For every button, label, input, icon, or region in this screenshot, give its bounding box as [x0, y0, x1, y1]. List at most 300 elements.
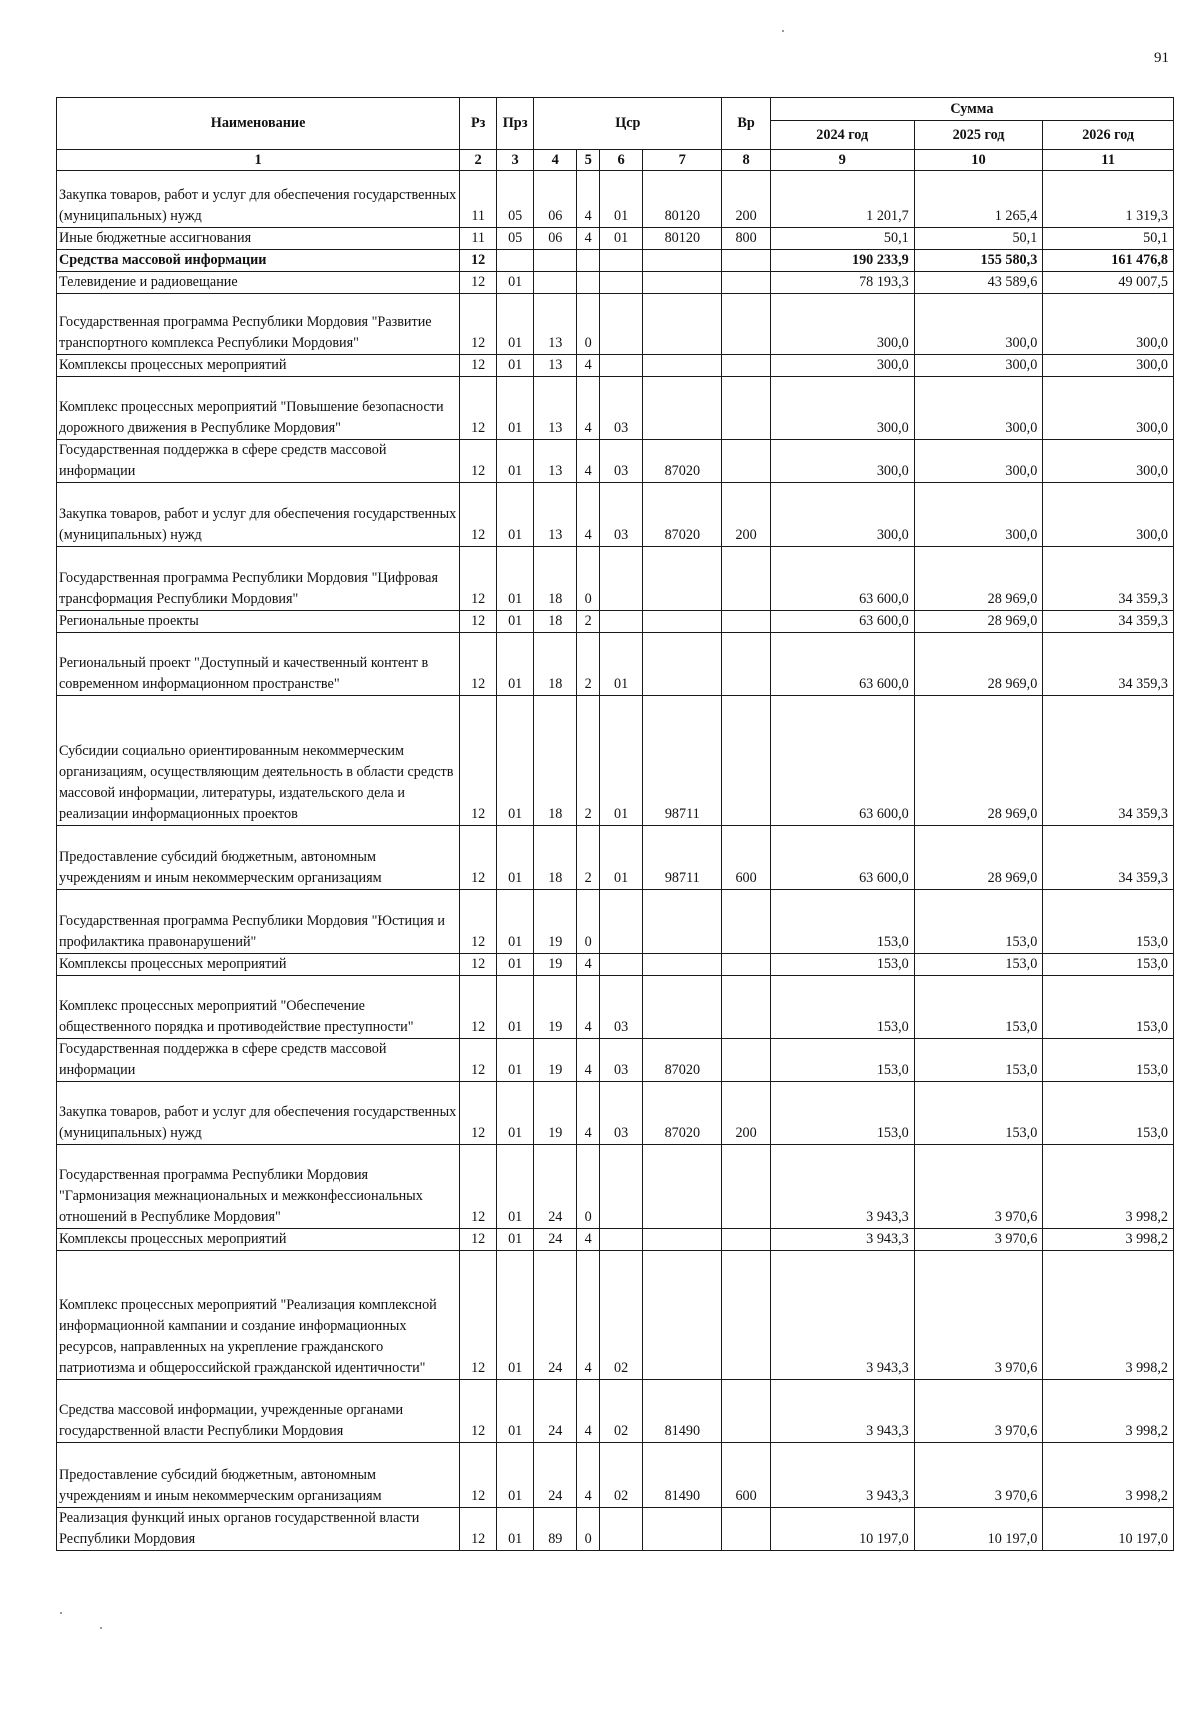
cell-csr-event: 02 [600, 1380, 643, 1443]
table-row [57, 377, 1174, 440]
cell-sum-2025: 3 970,6 [914, 1251, 1043, 1380]
column-number: 6 [600, 150, 643, 171]
cell-csr-direction [643, 1229, 722, 1251]
cell-rz: 12 [460, 890, 497, 954]
table-row [57, 954, 1174, 976]
cell-sum-2026: 300,0 [1043, 377, 1174, 440]
cell-sum-2025: 3 970,6 [914, 1380, 1043, 1443]
table-row [57, 547, 1174, 611]
cell-csr-type [577, 272, 600, 294]
cell-csr-type: 2 [577, 696, 600, 826]
cell-sum-2025: 300,0 [914, 440, 1043, 483]
cell-csr-type: 4 [577, 1082, 600, 1145]
cell-prz: 01 [497, 633, 534, 696]
cell-prz: 01 [497, 1380, 534, 1443]
cell-sum-2025: 28 969,0 [914, 633, 1043, 696]
cell-prz: 01 [497, 355, 534, 377]
table-body [57, 171, 1174, 1551]
cell-csr-type: 2 [577, 826, 600, 890]
cell-csr-direction: 98711 [643, 826, 722, 890]
cell-csr-program: 18 [534, 611, 577, 633]
cell-sum-2026: 34 359,3 [1043, 611, 1174, 633]
cell-csr-direction: 80120 [643, 228, 722, 250]
cell-rz: 12 [460, 1229, 497, 1251]
cell-rz: 12 [460, 250, 497, 272]
cell-csr-direction [643, 294, 722, 355]
cell-name: Государственная поддержка в сфере средств массовой информации [57, 440, 460, 483]
cell-csr-type: 4 [577, 355, 600, 377]
cell-csr-type: 4 [577, 1039, 600, 1082]
cell-prz: 01 [497, 1508, 534, 1551]
cell-vr [722, 954, 770, 976]
scan-speck [782, 30, 784, 32]
header-year-2025: 2025 год [914, 121, 1043, 150]
table-row [57, 1229, 1174, 1251]
column-number: 11 [1043, 150, 1174, 171]
cell-csr-event [600, 1145, 643, 1229]
table-row [57, 611, 1174, 633]
table-row [57, 1039, 1174, 1082]
header-rz: Рз [460, 98, 497, 150]
cell-csr-direction: 87020 [643, 440, 722, 483]
cell-csr-type: 4 [577, 1229, 600, 1251]
header-vr: Вр [722, 98, 770, 150]
cell-sum-2025: 300,0 [914, 294, 1043, 355]
cell-csr-program: 19 [534, 890, 577, 954]
cell-csr-direction [643, 611, 722, 633]
table-row [57, 976, 1174, 1039]
cell-rz: 12 [460, 1443, 497, 1508]
cell-name: Телевидение и радиовещание [57, 272, 460, 294]
cell-sum-2026: 153,0 [1043, 976, 1174, 1039]
cell-csr-type: 2 [577, 611, 600, 633]
table-row [57, 355, 1174, 377]
cell-csr-direction [643, 377, 722, 440]
scan-speck [100, 1627, 102, 1629]
cell-rz: 12 [460, 294, 497, 355]
cell-sum-2026: 10 197,0 [1043, 1508, 1174, 1551]
cell-csr-type: 0 [577, 294, 600, 355]
cell-sum-2024: 63 600,0 [770, 611, 914, 633]
table-row [57, 1508, 1174, 1551]
cell-csr-event: 03 [600, 1082, 643, 1145]
cell-sum-2025: 50,1 [914, 228, 1043, 250]
budget-table [56, 97, 1174, 1551]
cell-sum-2025: 153,0 [914, 1039, 1043, 1082]
cell-csr-event [600, 294, 643, 355]
cell-sum-2024: 1 201,7 [770, 171, 914, 228]
cell-sum-2024: 3 943,3 [770, 1251, 914, 1380]
cell-csr-type: 4 [577, 228, 600, 250]
page-number: 91 [1154, 50, 1169, 66]
cell-prz: 05 [497, 228, 534, 250]
cell-csr-type: 4 [577, 954, 600, 976]
cell-sum-2026: 300,0 [1043, 483, 1174, 547]
cell-sum-2025: 43 589,6 [914, 272, 1043, 294]
cell-csr-program: 13 [534, 377, 577, 440]
cell-rz: 12 [460, 1039, 497, 1082]
cell-csr-program: 18 [534, 547, 577, 611]
table-row [57, 250, 1174, 272]
cell-csr-program: 24 [534, 1145, 577, 1229]
cell-sum-2026: 3 998,2 [1043, 1145, 1174, 1229]
cell-prz: 01 [497, 377, 534, 440]
cell-sum-2024: 300,0 [770, 377, 914, 440]
cell-rz: 12 [460, 355, 497, 377]
cell-csr-program: 19 [534, 1082, 577, 1145]
cell-sum-2025: 28 969,0 [914, 611, 1043, 633]
cell-rz: 12 [460, 1145, 497, 1229]
cell-name: Государственная поддержка в сфере средств массовой информации [57, 1039, 460, 1082]
cell-sum-2025: 28 969,0 [914, 696, 1043, 826]
cell-vr [722, 355, 770, 377]
cell-csr-type: 4 [577, 1443, 600, 1508]
cell-sum-2024: 3 943,3 [770, 1145, 914, 1229]
cell-csr-type: 4 [577, 171, 600, 228]
cell-rz: 12 [460, 272, 497, 294]
cell-csr-direction: 87020 [643, 483, 722, 547]
cell-vr [722, 1039, 770, 1082]
cell-prz: 01 [497, 483, 534, 547]
cell-csr-program: 13 [534, 294, 577, 355]
cell-csr-event: 02 [600, 1251, 643, 1380]
cell-prz [497, 250, 534, 272]
cell-sum-2026: 3 998,2 [1043, 1443, 1174, 1508]
cell-csr-direction: 98711 [643, 696, 722, 826]
cell-vr [722, 547, 770, 611]
cell-sum-2024: 3 943,3 [770, 1380, 914, 1443]
cell-csr-direction [643, 272, 722, 294]
cell-csr-program: 18 [534, 633, 577, 696]
cell-rz: 12 [460, 611, 497, 633]
cell-name: Государственная программа Республики Мордовия "Гармонизация межнациональных и межконфессиональных отношений в Республике Мордовия" [57, 1145, 460, 1229]
header-year-2026: 2026 год [1043, 121, 1174, 150]
cell-sum-2025: 3 970,6 [914, 1443, 1043, 1508]
table-row [57, 696, 1174, 826]
cell-csr-event [600, 954, 643, 976]
cell-rz: 12 [460, 483, 497, 547]
column-number: 7 [643, 150, 722, 171]
cell-prz: 01 [497, 547, 534, 611]
cell-sum-2026: 153,0 [1043, 954, 1174, 976]
cell-sum-2026: 3 998,2 [1043, 1251, 1174, 1380]
cell-sum-2024: 153,0 [770, 1039, 914, 1082]
cell-sum-2025: 153,0 [914, 1082, 1043, 1145]
cell-csr-direction [643, 954, 722, 976]
cell-rz: 12 [460, 954, 497, 976]
cell-prz: 01 [497, 440, 534, 483]
cell-sum-2024: 3 943,3 [770, 1229, 914, 1251]
cell-name: Реализация функций иных органов государственной власти Республики Мордовия [57, 1508, 460, 1551]
cell-prz: 01 [497, 826, 534, 890]
cell-name: Иные бюджетные ассигнования [57, 228, 460, 250]
cell-rz: 12 [460, 547, 497, 611]
cell-csr-direction [643, 547, 722, 611]
cell-csr-type: 4 [577, 1380, 600, 1443]
cell-name: Средства массовой информации, учрежденные органами государственной власти Республики Мордовия [57, 1380, 460, 1443]
cell-name: Комплекс процессных мероприятий "Повышение безопасности дорожного движения в Республике Мордовия" [57, 377, 460, 440]
cell-rz: 12 [460, 1082, 497, 1145]
cell-vr [722, 696, 770, 826]
header-year-2024: 2024 год [770, 121, 914, 150]
cell-csr-type: 0 [577, 547, 600, 611]
cell-csr-program: 24 [534, 1443, 577, 1508]
cell-sum-2024: 50,1 [770, 228, 914, 250]
cell-prz: 01 [497, 890, 534, 954]
cell-name: Закупка товаров, работ и услуг для обеспечения государственных (муниципальных) нужд [57, 1082, 460, 1145]
cell-vr [722, 1145, 770, 1229]
cell-vr [722, 250, 770, 272]
cell-csr-type: 4 [577, 377, 600, 440]
cell-vr: 200 [722, 1082, 770, 1145]
cell-vr [722, 611, 770, 633]
cell-sum-2026: 300,0 [1043, 355, 1174, 377]
cell-sum-2024: 153,0 [770, 954, 914, 976]
cell-prz: 05 [497, 171, 534, 228]
cell-sum-2024: 153,0 [770, 976, 914, 1039]
cell-sum-2024: 153,0 [770, 1082, 914, 1145]
table-row [57, 483, 1174, 547]
cell-csr-event [600, 272, 643, 294]
cell-csr-program: 19 [534, 1039, 577, 1082]
cell-csr-type: 4 [577, 976, 600, 1039]
header-name: Наименование [57, 98, 460, 150]
cell-name: Средства массовой информации [57, 250, 460, 272]
cell-prz: 01 [497, 696, 534, 826]
cell-csr-event [600, 1508, 643, 1551]
cell-vr: 200 [722, 483, 770, 547]
table-row [57, 171, 1174, 228]
cell-csr-program: 06 [534, 228, 577, 250]
cell-csr-type [577, 250, 600, 272]
cell-csr-program: 19 [534, 976, 577, 1039]
cell-sum-2024: 10 197,0 [770, 1508, 914, 1551]
table-row [57, 294, 1174, 355]
cell-csr-type: 4 [577, 483, 600, 547]
cell-csr-direction: 80120 [643, 171, 722, 228]
cell-name: Комплекс процессных мероприятий "Реализация комплексной информационной кампании и создание информационных ресурсов, направленных на укрепление гражданского патриотизма и общероссийской гражданской идентичности" [57, 1251, 460, 1380]
cell-csr-type: 2 [577, 633, 600, 696]
cell-prz: 01 [497, 1082, 534, 1145]
cell-csr-event: 03 [600, 483, 643, 547]
cell-csr-program: 13 [534, 355, 577, 377]
column-number: 2 [460, 150, 497, 171]
cell-csr-event: 03 [600, 1039, 643, 1082]
cell-csr-direction: 87020 [643, 1039, 722, 1082]
cell-sum-2026: 3 998,2 [1043, 1380, 1174, 1443]
cell-csr-type: 0 [577, 1508, 600, 1551]
cell-csr-type: 0 [577, 1145, 600, 1229]
cell-vr [722, 440, 770, 483]
cell-csr-event: 03 [600, 377, 643, 440]
cell-csr-direction: 87020 [643, 1082, 722, 1145]
cell-sum-2025: 300,0 [914, 377, 1043, 440]
cell-prz: 01 [497, 611, 534, 633]
cell-name: Комплексы процессных мероприятий [57, 954, 460, 976]
table-row [57, 1145, 1174, 1229]
cell-prz: 01 [497, 272, 534, 294]
cell-sum-2026: 34 359,3 [1043, 696, 1174, 826]
table-row [57, 228, 1174, 250]
cell-name: Субсидии социально ориентированным некоммерческим организациям, осуществляющим деятельность в области средств массовой информации, литературы, издательского дела и реализации информационных проектов [57, 696, 460, 826]
cell-sum-2024: 63 600,0 [770, 633, 914, 696]
cell-csr-event [600, 1229, 643, 1251]
cell-name: Региональные проекты [57, 611, 460, 633]
cell-rz: 11 [460, 171, 497, 228]
cell-sum-2026: 153,0 [1043, 1039, 1174, 1082]
cell-rz: 12 [460, 377, 497, 440]
column-number: 8 [722, 150, 770, 171]
cell-sum-2026: 300,0 [1043, 440, 1174, 483]
cell-sum-2025: 10 197,0 [914, 1508, 1043, 1551]
cell-csr-program: 06 [534, 171, 577, 228]
table-row [57, 1251, 1174, 1380]
cell-prz: 01 [497, 1443, 534, 1508]
cell-csr-direction [643, 1251, 722, 1380]
cell-rz: 12 [460, 1508, 497, 1551]
cell-rz: 12 [460, 440, 497, 483]
cell-sum-2025: 1 265,4 [914, 171, 1043, 228]
cell-sum-2026: 34 359,3 [1043, 826, 1174, 890]
cell-prz: 01 [497, 1145, 534, 1229]
cell-csr-event [600, 250, 643, 272]
cell-csr-event: 03 [600, 440, 643, 483]
cell-name: Предоставление субсидий бюджетным, автономным учреждениям и иным некоммерческим организациям [57, 1443, 460, 1508]
table-row [57, 1380, 1174, 1443]
cell-vr: 600 [722, 1443, 770, 1508]
cell-prz: 01 [497, 976, 534, 1039]
cell-sum-2025: 3 970,6 [914, 1229, 1043, 1251]
cell-vr [722, 1380, 770, 1443]
cell-sum-2025: 3 970,6 [914, 1145, 1043, 1229]
cell-vr [722, 976, 770, 1039]
cell-csr-direction [643, 976, 722, 1039]
cell-sum-2025: 153,0 [914, 890, 1043, 954]
scan-speck [60, 1612, 62, 1614]
cell-csr-direction [643, 633, 722, 696]
table-row [57, 440, 1174, 483]
cell-sum-2025: 300,0 [914, 355, 1043, 377]
cell-csr-direction [643, 1508, 722, 1551]
cell-rz: 12 [460, 1251, 497, 1380]
table-row [57, 826, 1174, 890]
cell-vr [722, 890, 770, 954]
cell-csr-type: 0 [577, 890, 600, 954]
cell-vr: 800 [722, 228, 770, 250]
cell-csr-program: 24 [534, 1251, 577, 1380]
cell-csr-direction [643, 355, 722, 377]
cell-csr-program: 13 [534, 440, 577, 483]
cell-name: Региональный проект "Доступный и качественный контент в современном информационном пространстве" [57, 633, 460, 696]
cell-csr-direction: 81490 [643, 1443, 722, 1508]
cell-csr-event [600, 890, 643, 954]
column-number-row [57, 150, 1174, 171]
cell-sum-2024: 300,0 [770, 440, 914, 483]
cell-name: Комплексы процессных мероприятий [57, 1229, 460, 1251]
cell-vr [722, 633, 770, 696]
cell-name: Государственная программа Республики Мордовия "Развитие транспортного комплекса Республики Мордовия" [57, 294, 460, 355]
column-number: 3 [497, 150, 534, 171]
cell-csr-direction: 81490 [643, 1380, 722, 1443]
column-number: 10 [914, 150, 1043, 171]
cell-sum-2026: 34 359,3 [1043, 547, 1174, 611]
cell-sum-2024: 3 943,3 [770, 1443, 914, 1508]
cell-csr-program: 18 [534, 696, 577, 826]
cell-sum-2026: 300,0 [1043, 294, 1174, 355]
cell-csr-program: 24 [534, 1380, 577, 1443]
cell-csr-event: 01 [600, 826, 643, 890]
cell-csr-type: 4 [577, 1251, 600, 1380]
cell-name: Государственная программа Республики Мордовия "Юстиция и профилактика правонарушений" [57, 890, 460, 954]
cell-rz: 12 [460, 826, 497, 890]
header-sum: Сумма [770, 98, 1173, 121]
column-number: 4 [534, 150, 577, 171]
column-number: 1 [57, 150, 460, 171]
cell-vr: 200 [722, 171, 770, 228]
cell-csr-direction [643, 890, 722, 954]
cell-sum-2026: 49 007,5 [1043, 272, 1174, 294]
cell-vr [722, 1229, 770, 1251]
cell-sum-2026: 50,1 [1043, 228, 1174, 250]
table-row [57, 1443, 1174, 1508]
table-row [57, 1082, 1174, 1145]
cell-sum-2025: 28 969,0 [914, 547, 1043, 611]
cell-sum-2024: 63 600,0 [770, 826, 914, 890]
header-prz: Прз [497, 98, 534, 150]
cell-csr-event: 02 [600, 1443, 643, 1508]
cell-sum-2026: 34 359,3 [1043, 633, 1174, 696]
cell-sum-2024: 300,0 [770, 294, 914, 355]
cell-vr [722, 1251, 770, 1380]
cell-rz: 12 [460, 1380, 497, 1443]
column-number: 5 [577, 150, 600, 171]
column-number: 9 [770, 150, 914, 171]
cell-sum-2026: 153,0 [1043, 890, 1174, 954]
cell-prz: 01 [497, 954, 534, 976]
cell-rz: 11 [460, 228, 497, 250]
cell-prz: 01 [497, 1229, 534, 1251]
cell-csr-type: 4 [577, 440, 600, 483]
cell-sum-2024: 153,0 [770, 890, 914, 954]
header-csr: Цср [534, 98, 722, 150]
cell-csr-event [600, 547, 643, 611]
cell-vr [722, 294, 770, 355]
cell-prz: 01 [497, 294, 534, 355]
cell-name: Комплексы процессных мероприятий [57, 355, 460, 377]
cell-sum-2024: 63 600,0 [770, 547, 914, 611]
cell-csr-program: 19 [534, 954, 577, 976]
cell-sum-2024: 300,0 [770, 355, 914, 377]
cell-rz: 12 [460, 696, 497, 826]
cell-prz: 01 [497, 1251, 534, 1380]
cell-sum-2025: 300,0 [914, 483, 1043, 547]
cell-csr-event: 03 [600, 976, 643, 1039]
cell-sum-2026: 1 319,3 [1043, 171, 1174, 228]
cell-rz: 12 [460, 976, 497, 1039]
cell-csr-direction [643, 250, 722, 272]
table-row [57, 890, 1174, 954]
cell-csr-event: 01 [600, 633, 643, 696]
cell-csr-program [534, 272, 577, 294]
cell-name: Закупка товаров, работ и услуг для обеспечения государственных (муниципальных) нужд [57, 483, 460, 547]
cell-csr-program: 13 [534, 483, 577, 547]
cell-csr-program: 24 [534, 1229, 577, 1251]
cell-vr [722, 1508, 770, 1551]
cell-sum-2026: 3 998,2 [1043, 1229, 1174, 1251]
cell-rz: 12 [460, 633, 497, 696]
cell-sum-2024: 78 193,3 [770, 272, 914, 294]
cell-sum-2024: 190 233,9 [770, 250, 914, 272]
